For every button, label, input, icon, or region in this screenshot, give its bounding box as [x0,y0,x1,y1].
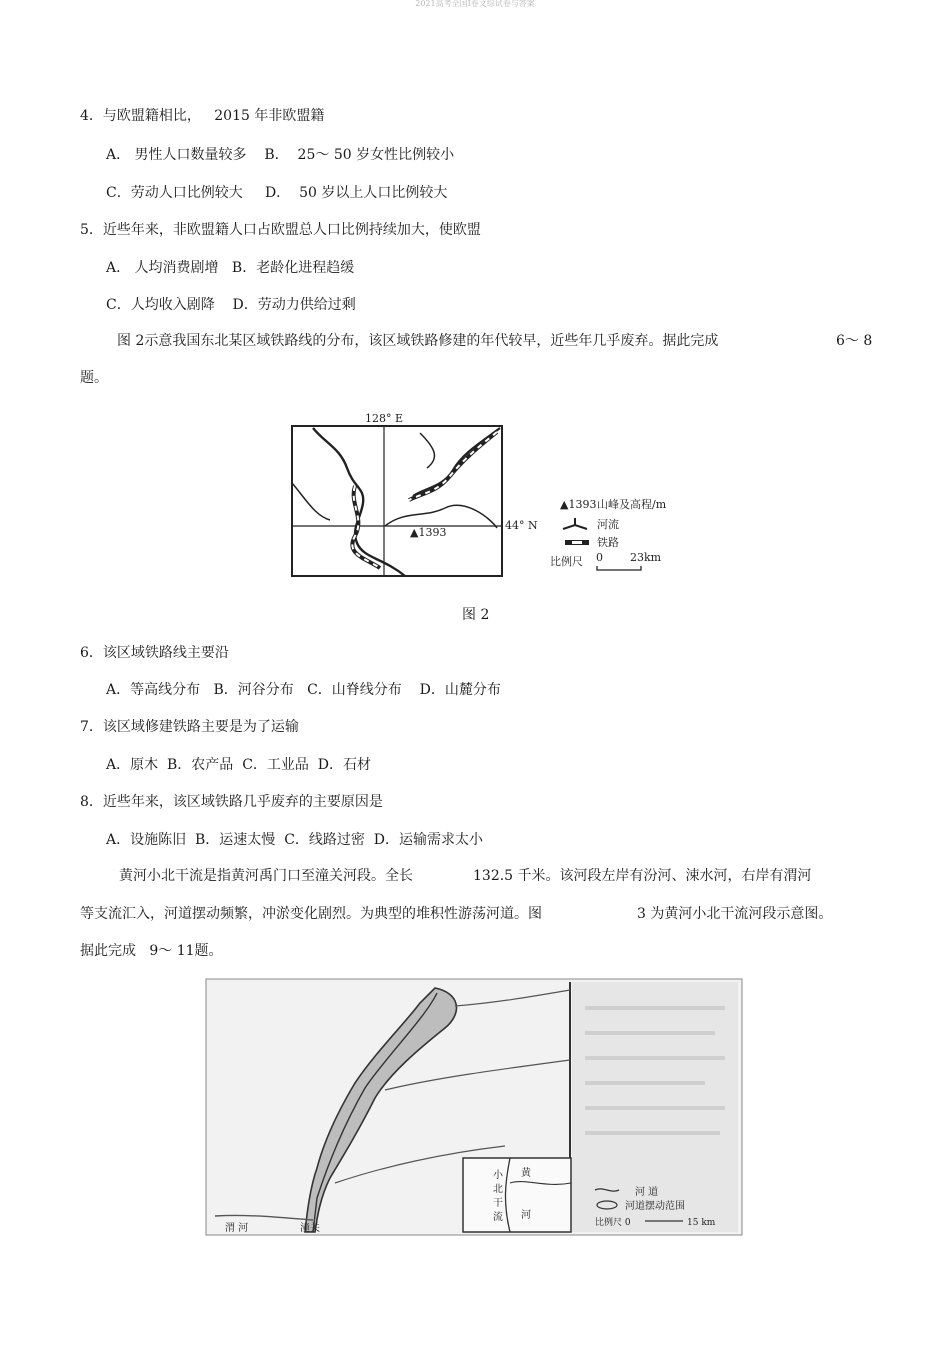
scale-max: 23km [630,551,662,564]
legend-peak-label: 山峰及高程/m [597,498,667,511]
weihe-label: 渭 河 [225,1223,249,1234]
latitude-label: 44° N [505,519,538,532]
legend-river-icon [563,518,587,529]
q6-options: A．等高线分布 B．河谷分布 C．山脊线分布 D．山麓分布 [106,682,501,698]
page-header: 2021高考全国Ⅰ卷文综试卷与答案 [415,0,535,8]
q8-options: A．设施陈旧 B．运速太慢 C．线路过密 D．运输需求太小 [106,832,484,848]
figure-2-caption: 图 2 [462,607,490,623]
inset-label-1: 小 [493,1170,503,1181]
q4-stem: 4．与欧盟籍相比， 2015 年非欧盟籍 [80,108,325,124]
inset-label-6: 河 [521,1210,531,1221]
intro-6-8-line2: 题。 [80,370,108,386]
river-west-icon [292,483,330,520]
tongguan-label: 潼关 [300,1223,320,1234]
intro-6-8-line1: 图 2示意我国东北某区域铁路线的分布，该区域铁路修建的年代较早，近些年几乎废弃。据此完成 [117,333,719,349]
legend-range-label: 河道摆动范围 [625,1201,685,1212]
river-tributary-icon [420,433,434,468]
q5-stem: 5．近些年来，非欧盟籍人口占欧盟总人口比例持续加大，使欧盟 [80,222,481,238]
peak-label: ▲1393 [410,526,447,539]
legend-railway-label: 铁路 [597,536,619,549]
figure-2-map [285,408,685,584]
legend-river-label: 河流 [597,518,619,531]
inset-label-2: 北 [493,1184,503,1195]
scale-bar-icon [597,566,641,570]
intro-9-11-line2b: 3 为黄河小北干流河段示意图。 [637,906,833,922]
q7-stem: 7．该区域修建铁路主要是为了运输 [80,719,299,735]
intro-9-11-line1b: 132.5 千米。该河段左岸有汾河、涑水河，右岸有渭河 [473,868,812,884]
river-east-icon [385,505,497,528]
intro-9-11-line3: 据此完成 9～ 11题。 [80,943,223,959]
figure3-scale-max: 15 km [687,1218,716,1228]
inset-label-5: 黄 [521,1168,531,1179]
inset-map [463,1158,571,1232]
q7-options: A．原木 B．农产品 C．工业品 D．石材 [106,757,372,773]
longitude-label: 128° E [365,412,404,425]
q5-options-cd: C．人均收入剧降 D．劳动力供给过剩 [106,297,356,313]
figure-3-map [205,978,743,1236]
intro-9-11-line2a: 等支流汇入，河道摆动频繁，冲淤变化剧烈。为典型的堆积性游荡河道。图 [80,906,542,922]
legend-scale-label: 比例尺 0 [595,1218,631,1228]
legend-scale-label: 比例尺 [550,555,583,568]
q8-stem: 8．近些年来，该区域铁路几乎废弃的主要原因是 [80,794,383,810]
q6-stem: 6．该区域铁路线主要沿 [80,645,229,661]
intro-9-11-line1a: 黄河小北干流是指黄河禹门口至潼关河段。全长 [119,868,413,884]
intro-6-8-range: 6～ 8 [836,333,873,349]
legend-channel-label: 河 道 [635,1187,659,1198]
q4-options-cd: C．劳动人口比例较大 D． 50 岁以上人口比例较大 [106,185,448,201]
scale-zero: 0 [596,551,603,564]
q4-options-ab: A． 男性人口数量较多 B． 25～ 50 岁女性比例较小 [106,147,455,163]
legend-peak-symbol: ▲1393 [560,498,597,511]
inset-label-4: 流 [493,1212,503,1223]
inset-label-3: 干 [493,1198,503,1209]
q5-options-ab: A． 人均消费剧增 B．老龄化进程趋缓 [106,260,355,276]
